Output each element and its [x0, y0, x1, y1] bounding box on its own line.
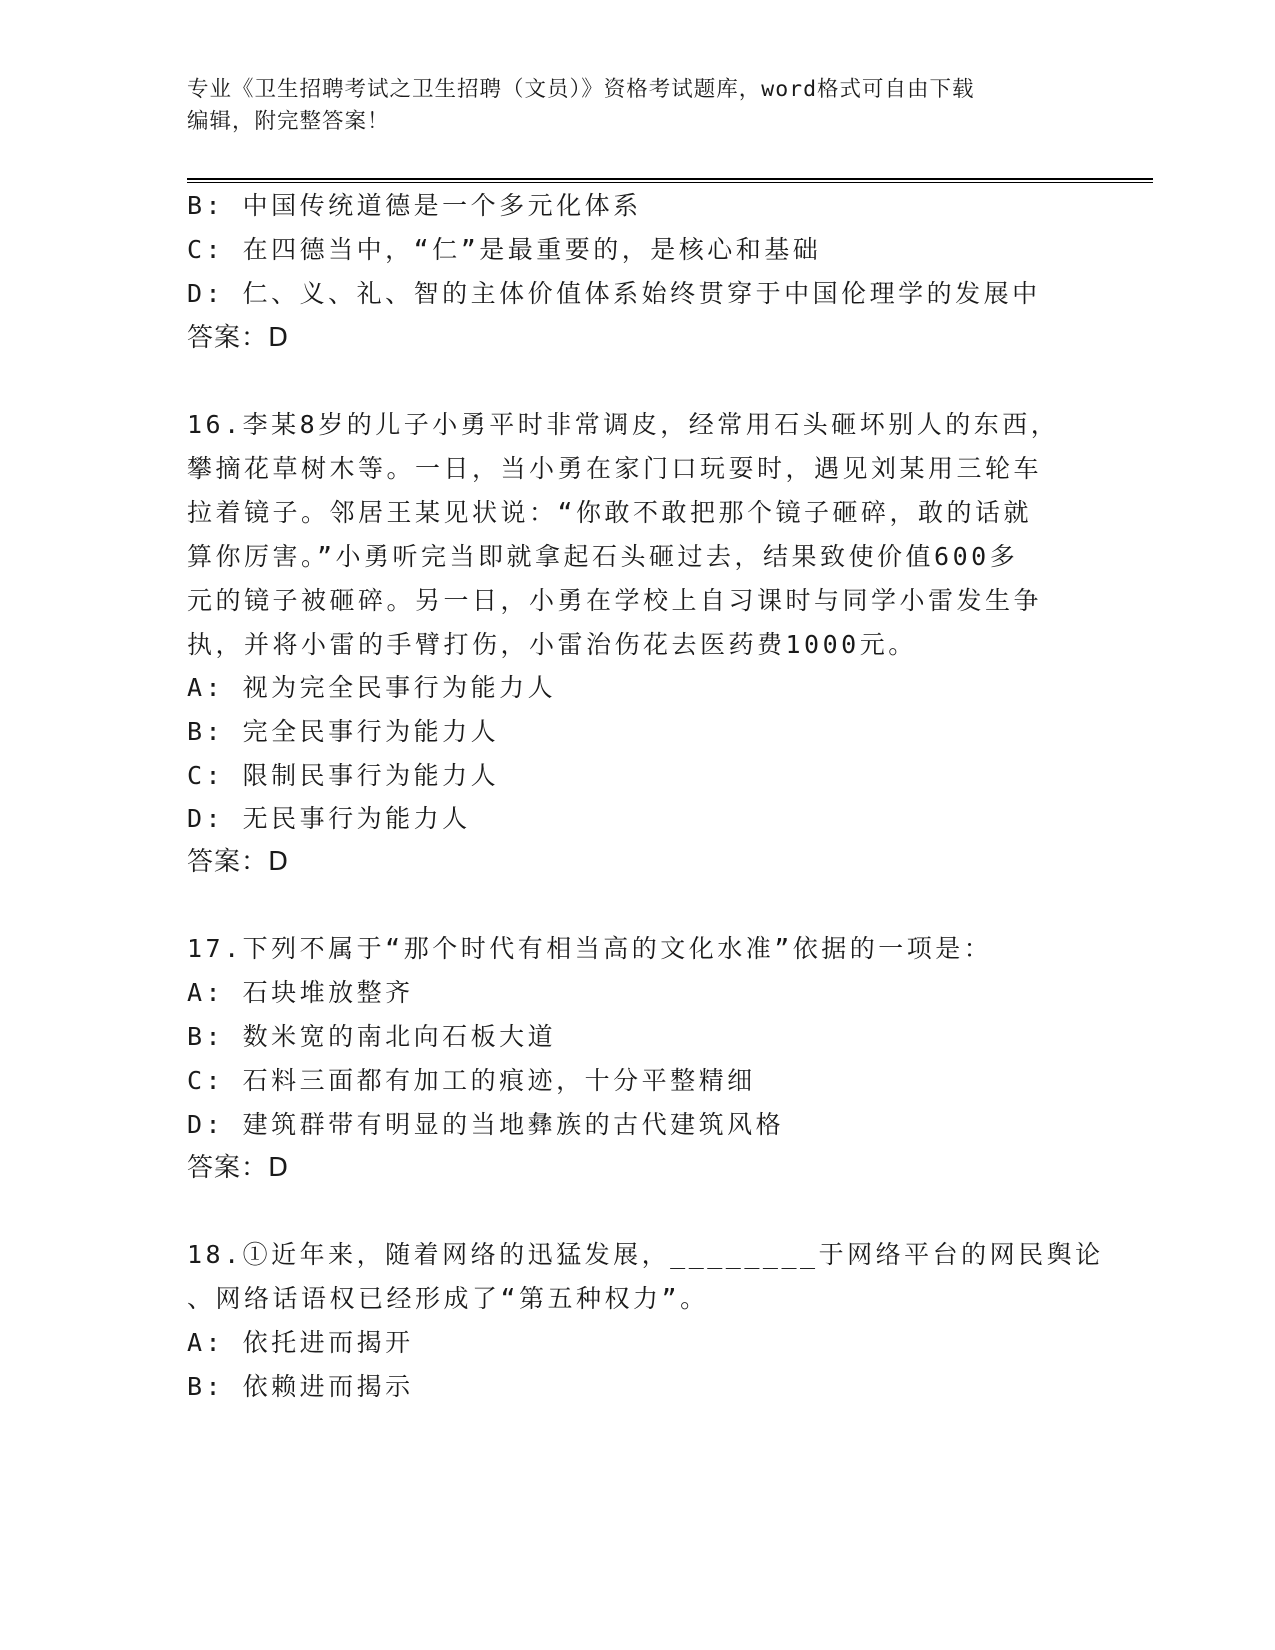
q15-option-d: D: 仁、义、礼、智的主体价值体系始终贯穿于中国伦理学的发展中 [187, 279, 1041, 308]
q15-option-c: C: 在四德当中，“仁”是最重要的，是核心和基础 [187, 235, 822, 264]
header-divider-thin [187, 182, 1153, 183]
q18-stem-line-1: 18.①近年来，随着网络的迅猛发展，________于网络平台的网民舆论 [187, 1240, 1104, 1269]
q16-stem-line-4: 算你厉害。”小勇听完当即就拿起石头砸过去，结果致使价值600多 [187, 542, 1019, 571]
q18-option-b: B: 依赖进而揭示 [187, 1372, 414, 1401]
q16-stem-line-3: 拉着镜子。邻居王某见状说：“你敢不敢把那个镜子砸碎，敢的话就 [187, 498, 1033, 527]
q16-option-d: D: 无民事行为能力人 [187, 804, 471, 833]
header-divider-thick [187, 178, 1153, 180]
q15-option-b: B: 中国传统道德是一个多元化体系 [187, 191, 642, 220]
q16-stem-line-5: 元的镜子被砸碎。另一日，小勇在学校上自习课时与同学小雷发生争 [187, 586, 1043, 615]
q16-stem-line-1: 16.李某8岁的儿子小勇平时非常调皮，经常用石头砸坏别人的东西， [187, 410, 1060, 439]
q17-option-b: B: 数米宽的南北向石板大道 [187, 1022, 557, 1051]
q18-option-a: A: 依托进而揭开 [187, 1328, 414, 1357]
q16-answer: 答案：D [187, 847, 290, 877]
q16-stem-line-6: 执，并将小雷的手臂打伤，小雷治伤花去医药费1000元。 [187, 630, 917, 659]
q18-stem-line-2: 、网络话语权已经形成了“第五种权力”。 [187, 1284, 709, 1313]
q17-stem: 17.下列不属于“那个时代有相当高的文化水准”依据的一项是： [187, 934, 993, 963]
q16-stem-line-2: 攀摘花草树木等。一日，当小勇在家门口玩耍时，遇见刘某用三轮车 [187, 454, 1043, 483]
q17-option-d: D: 建筑群带有明显的当地彝族的古代建筑风格 [187, 1110, 785, 1139]
q17-answer: 答案：D [187, 1153, 290, 1183]
q16-option-c: C: 限制民事行为能力人 [187, 761, 500, 790]
header-line-1: 专业《卫生招聘考试之卫生招聘（文员）》资格考试题库，word格式可自由下载 [187, 77, 975, 102]
q17-option-a: A: 石块堆放整齐 [187, 978, 414, 1007]
header-line-2: 编辑，附完整答案！ [187, 109, 390, 134]
document-header [187, 74, 1067, 138]
q16-option-b: B: 完全民事行为能力人 [187, 717, 500, 746]
q15-answer: 答案：D [187, 323, 290, 353]
q16-option-a: A: 视为完全民事行为能力人 [187, 673, 557, 702]
q17-option-c: C: 石料三面都有加工的痕迹，十分平整精细 [187, 1066, 756, 1095]
